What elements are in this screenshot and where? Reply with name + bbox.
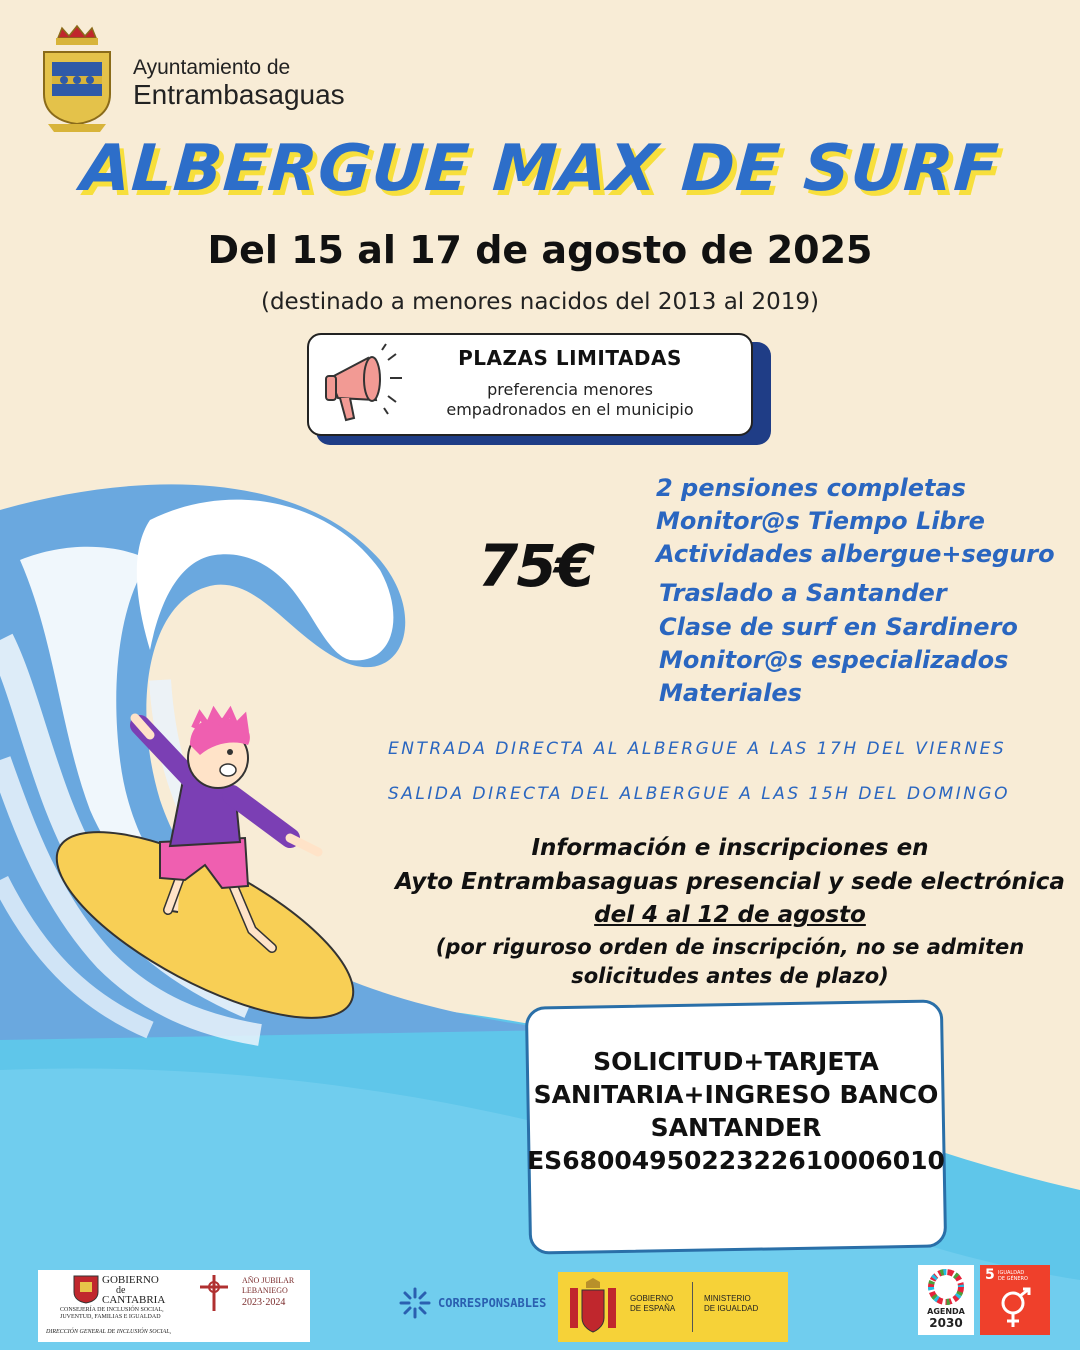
gobierno-espana-logo [558,1272,788,1342]
logo-divider [692,1282,693,1332]
agenda-2030-logo [918,1265,974,1335]
info-line2: Ayto Entrambasaguas presencial y sede electrónica [395,869,1065,895]
gender-symbol-icon [997,1287,1033,1331]
ministerio-line2: DE IGUALDAD [704,1304,759,1313]
gobierno-line2: DE ESPAÑA [630,1304,676,1313]
feature-item: Materiales [659,679,802,707]
jubilar-line2: LEBANIEGO [242,1286,288,1295]
limited-subtitle-line2: empadronados en el municipio [446,400,694,419]
sdg-line1: IGUALDAD [998,1270,1025,1276]
jubilar-line1: AÑO JUBILAR [242,1276,295,1285]
megaphone-icon [318,340,408,424]
cantabria-sub2: JUVENTUD, FAMILIAS E IGUALDAD [60,1314,161,1320]
feature-item: Monitor@s especializados [659,646,1009,674]
info-line4: (por riguroso orden de inscripción, no se admiten [435,935,1025,959]
main-title: ALBERGUE MAX DE SURF [78,132,1002,206]
cantabria-logo [38,1270,310,1342]
info-dates: del 4 al 12 de agosto [594,902,866,928]
feature-item: Monitor@s Tiempo Libre [656,507,985,535]
org-name-line2: Entrambasaguas [133,79,345,110]
payment-line3: SANTANDER [650,1113,822,1142]
jubilar-line3: 2023·2024 [242,1297,286,1308]
age-note: (destinado a menores nacidos del 2013 al 2019) [260,289,820,315]
municipal-crest-icon [38,24,116,134]
spain-coat-of-arms-icon [568,1278,618,1336]
payment-line1: SOLICITUD+TARJETA [593,1047,879,1076]
sdg-number: 5 [985,1267,995,1283]
entry-schedule: ENTRADA DIRECTA AL ALBERGUE A LAS 17H DEL VIERNES [388,739,1007,759]
payment-line2: SANITARIA+INGRESO BANCO [533,1080,939,1109]
cantabria-sub3: DIRECCIÓN GENERAL DE INCLUSIÓN SOCIAL, [46,1329,172,1335]
iban-number: ES6800495022322610006010 [527,1146,945,1175]
event-dates: Del 15 al 17 de agosto de 2025 [207,228,873,272]
agenda-line1: AGENDA [927,1307,965,1316]
exit-schedule: SALIDA DIRECTA DEL ALBERGUE A LAS 15H DEL DOMINGO [388,784,1010,804]
sdg-line2: DE GÉNERO [998,1276,1028,1282]
cantabria-sub1: CONSEJERÍA DE INCLUSIÓN SOCIAL, [60,1307,164,1313]
corresponsables-label: CORRESPONSABLES [438,1296,547,1310]
feature-item: Traslado a Santander [659,579,947,607]
cantabria-shield-icon [72,1274,100,1304]
gobierno-line1: GOBIERNO [630,1294,674,1303]
jubilar-cross-icon [196,1273,232,1313]
limited-title: PLAZAS LIMITADAS [458,346,682,370]
agenda-line2: 2030 [929,1316,963,1330]
ministerio-line1: MINISTERIO [704,1294,751,1303]
sdg-wheel-icon [928,1269,964,1305]
price: 75€ [478,532,594,600]
info-line5: solicitudes antes de plazo) [571,964,889,988]
limited-subtitle-line1: preferencia menores [487,380,653,399]
cantabria-line3: CANTABRIA [102,1294,166,1306]
cantabria-line2: de [116,1285,126,1296]
org-name-line1: Ayuntamiento de [133,56,291,79]
feature-item: Clase de surf en Sardinero [659,613,1018,641]
sdg5-gender-equality-logo [980,1265,1050,1335]
cantabria-line1: GOBIERNO [102,1274,159,1286]
feature-item: Actividades albergue+seguro [656,540,1055,568]
corresponsables-icon [398,1286,432,1320]
info-line1: Información e inscripciones en [531,835,929,861]
feature-item: 2 pensiones completas [656,474,966,502]
